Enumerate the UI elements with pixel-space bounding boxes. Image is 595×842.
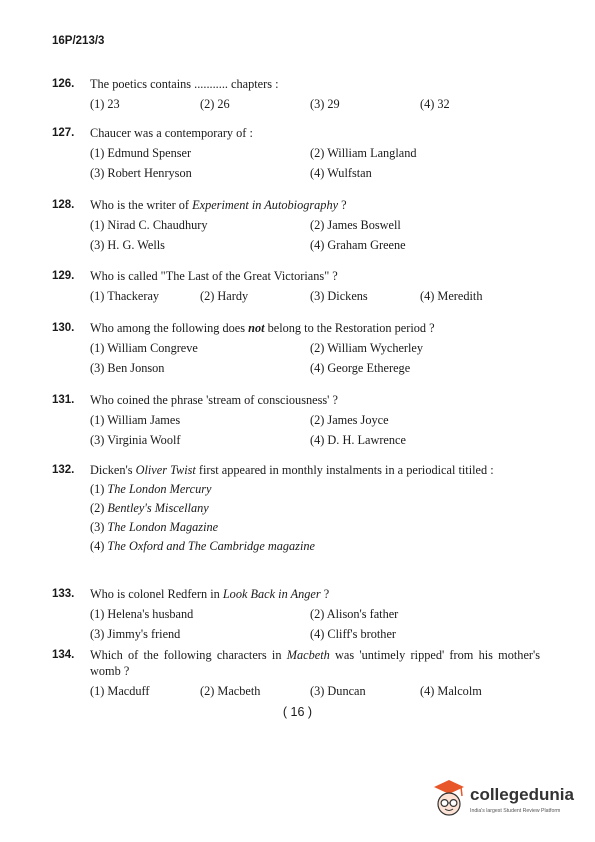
option-4: (4) Graham Greene [310, 238, 406, 252]
book-title: Look Back in Anger [222, 587, 321, 601]
question-number: 134. [52, 649, 75, 661]
question-number: 127. [52, 127, 75, 139]
question-stem: Dicken's Oliver Twist first appeared in monthly instalments in a periodical titiled : [90, 463, 494, 477]
option-3: (3) The London Magazine [90, 520, 219, 534]
question-stem: Who coined the phrase 'stream of consciousness' ? [90, 393, 338, 407]
option-2: (2) Hardy [200, 289, 249, 303]
option-1: (1) William Congreve [90, 341, 198, 355]
question-number: 128. [52, 199, 75, 211]
option-2: (2) Alison's father [310, 607, 399, 621]
option-2: (2) James Joyce [310, 413, 389, 427]
option-1: (1) Helena's husband [90, 607, 194, 621]
question-stem: Who is colonel Redfern in Look Back in Anger ? [90, 587, 330, 601]
page-number: ( 16 ) [282, 705, 313, 719]
question-134 [52, 647, 540, 699]
option-2: (2) James Boswell [310, 218, 401, 232]
option-4: (4) Cliff's brother [310, 627, 397, 641]
question-130 [52, 320, 540, 376]
question-stem: The poetics contains ........... chapters : [90, 77, 279, 91]
option-3: (3) 29 [310, 97, 340, 111]
brand-name: collegedunia [470, 785, 574, 804]
option-1: (1) Thackeray [90, 289, 160, 303]
question-133 [52, 586, 540, 642]
question-127 [52, 125, 540, 181]
option-4: (4) 32 [420, 97, 450, 111]
question-number: 133. [52, 588, 75, 600]
question-131 [52, 392, 540, 448]
option-4: (4) D. H. Lawrence [310, 433, 406, 447]
option-1: (1) Nirad C. Chaudhury [90, 218, 208, 232]
question-stem: Which of the following characters in Macbeth was 'untimely ripped' from his mother's womb ? [90, 648, 541, 678]
mascot-icon [428, 775, 470, 827]
option-2: (2) 26 [200, 97, 230, 111]
question-number: 130. [52, 322, 75, 334]
option-3: (3) Dickens [310, 289, 368, 303]
question-stem: Who is called "The Last of the Great Victorians" ? [90, 269, 338, 283]
option-4: (4) The Oxford and The Cambridge magazine [90, 539, 315, 553]
question-129 [52, 268, 540, 304]
collegedunia-logo [428, 775, 578, 827]
emphasis-not: not [248, 321, 265, 335]
question-number: 132. [52, 464, 75, 476]
option-2: (2) William Wycherley [310, 341, 424, 355]
option-4: (4) Malcolm [420, 684, 482, 698]
option-2: (2) William Langland [310, 146, 417, 160]
option-3: (3) Duncan [310, 684, 366, 698]
option-2: (2) Macbeth [200, 684, 261, 698]
option-3: (3) H. G. Wells [90, 238, 165, 252]
question-128 [52, 197, 540, 253]
paper-code: 16P/213/3 [52, 35, 105, 47]
book-title: Oliver Twist [135, 463, 196, 477]
question-stem: Chaucer was a contemporary of : [90, 126, 253, 140]
question-number: 131. [52, 394, 75, 406]
option-1: (1) 23 [90, 97, 120, 111]
question-132 [52, 462, 540, 557]
option-4: (4) Wulfstan [310, 166, 372, 180]
option-1: (1) William James [90, 413, 181, 427]
option-3: (3) Robert Henryson [90, 166, 192, 180]
brand-tagline: India's largest Student Review Platform [470, 808, 561, 814]
question-126 [52, 76, 540, 112]
option-3: (3) Ben Jonson [90, 361, 165, 375]
option-3: (3) Jimmy's friend [90, 627, 181, 641]
question-number: 129. [52, 270, 75, 282]
option-1: (1) The London Mercury [90, 482, 212, 496]
book-title: Experiment in Autobiography [192, 198, 339, 212]
option-1: (1) Edmund Spenser [90, 146, 192, 160]
option-2: (2) Bentley's Miscellany [90, 501, 209, 515]
option-4: (4) George Etherege [310, 361, 411, 375]
question-number: 126. [52, 78, 75, 90]
option-1: (1) Macduff [90, 684, 150, 698]
option-3: (3) Virginia Woolf [90, 433, 181, 447]
question-stem: Who among the following does not belong to the Restoration period ? [90, 321, 435, 335]
play-title: Macbeth [286, 648, 330, 662]
question-stem: Who is the writer of Experiment in Autobiography ? [90, 198, 347, 212]
option-4: (4) Meredith [420, 289, 483, 303]
